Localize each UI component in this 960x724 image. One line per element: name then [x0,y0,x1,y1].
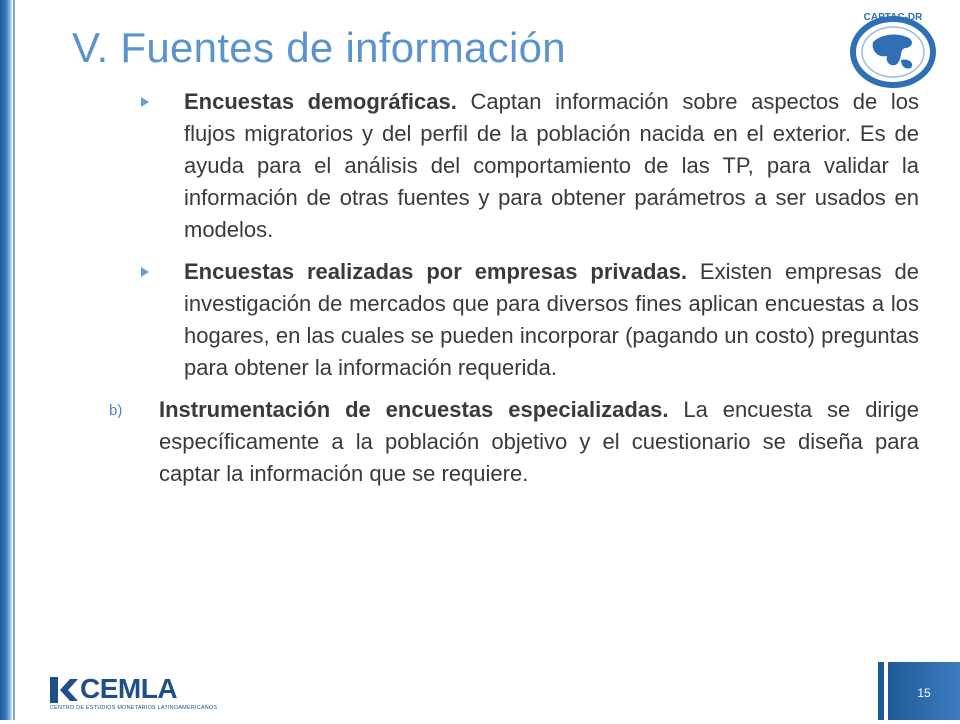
bullet-2-heading: Encuestas realizadas por empresas privadas. [184,259,687,284]
cemla-logo-name: CEMLA [80,673,178,704]
captac-logo-text: CAPTAC-DR [863,12,923,23]
arrow-bullet-icon [141,97,149,107]
lettered-item-b [104,394,919,490]
letter-marker: b) [109,402,123,419]
lettered-item-text: La encuesta se dirige específicamente a la población objetivo y el cuestionario se diseña para captar la información que se requiere. [159,397,919,486]
lettered-item-heading: Instrumentación de encuestas especializadas. [159,397,669,422]
arrow-bullet-icon [141,267,149,277]
captac-logo [845,8,941,88]
cemla-mark-icon [50,677,78,703]
bullet-2-text: Existen empresas de investigación de mercados que para diversos fines aplican encuestas a los hogares, en las cuales se pueden incorporar (pagando un costo) preguntas para obtener la información requerida. [184,259,920,380]
page-number: 15 [888,662,960,720]
cemla-logo-subtitle: CENTRO DE ESTUDIOS MONETARIOS LATINOAMERICANOS [50,705,218,711]
footer-accent-bar [878,662,884,720]
slide-content [104,86,919,490]
bullet-1-heading: Encuestas demográficas. [184,89,457,114]
cemla-logo [50,673,218,711]
slide-title: V. Fuentes de información [72,24,566,71]
bullet-item-1 [104,86,919,246]
bullet-item-2 [104,256,919,384]
bullet-1-text: Captan información sobre aspectos de los flujos migratorios y del perfil de la población nacida en el exterior. Es de ayuda para el análisis del comportamiento de las TP, para validar la información de otras fuentes y para obtener parámetros a ser usados en modelos. [184,89,919,242]
left-accent-bar [0,0,12,720]
